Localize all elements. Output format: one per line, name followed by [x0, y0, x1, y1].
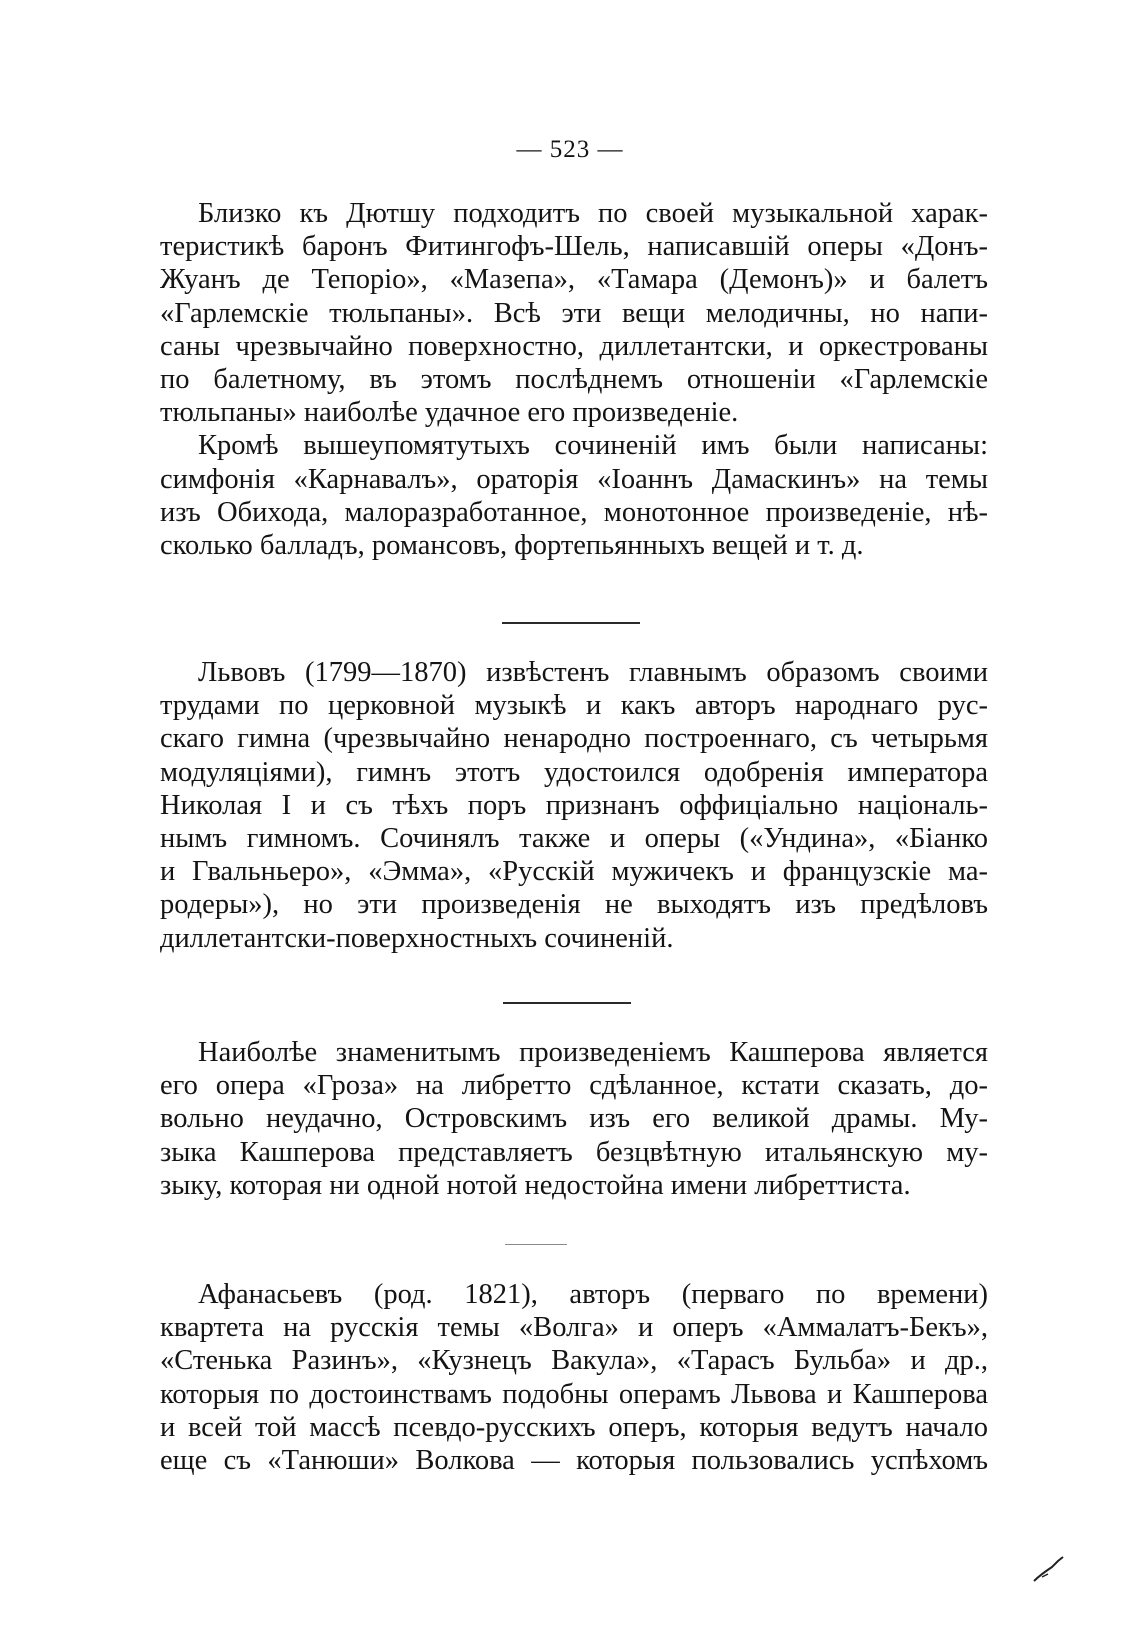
pencil-mark-icon: [1032, 1555, 1066, 1583]
text-line: симфонія «Карнавалъ», ораторія «Іоаннъ Дамаскинъ» на темы: [160, 463, 988, 495]
paragraph-fitingof-2: [160, 429, 988, 562]
section-afanasiev: [160, 1278, 988, 1477]
section-lvov: [160, 656, 988, 955]
text-line: «Стенька Разинъ», «Кузнецъ Вакула», «Тарасъ Бульба» и др.,: [160, 1345, 988, 1377]
text-line: тюльпаны» наиболѣе удачное его произведеніе.: [160, 397, 739, 429]
text-line: Наиболѣе знаменитымъ произведеніемъ Кашперова является: [198, 1037, 988, 1068]
text-line: сколько балладъ, романсовъ, фортепьянныхъ вещей и т. д.: [160, 530, 864, 562]
page-number: — 523 —: [516, 136, 624, 163]
text-line: Близко къ Дютшу подходитъ по своей музыкальной харак-: [198, 198, 988, 229]
text-line: зыку, которая ни одной нотой недостойна имени либреттиста.: [160, 1169, 911, 1201]
text-line: Жуанъ де Тепоріо», «Мазепа», «Тамара (Демонъ)» и балетъ: [160, 264, 988, 296]
text-line: Кромѣ вышеупомятутыхъ сочиненій имъ были написаны:: [198, 430, 988, 462]
text-line: его опера «Гроза» на либретто сдѣланное, кстати сказать, до-: [160, 1070, 988, 1102]
text-line: саны чрезвычайно поверхностно, диллетантски, и оркестрованы: [160, 330, 988, 362]
text-line: Афанасьевъ (род. 1821), авторъ (перваго по времени): [198, 1279, 988, 1310]
text-line: которыя по достоинствамъ подобны операмъ Львова и Кашперова: [160, 1378, 988, 1410]
text-line: зыка Кашперова представляетъ безцвѣтную итальянскую му-: [160, 1136, 988, 1168]
text-line: модуляціями), гимнъ этотъ удостоился одобренія императора: [160, 756, 988, 788]
text-line: трудами по церковной музыкѣ и какъ авторъ народнаго рус-: [160, 690, 988, 722]
section-fitingof: [160, 197, 988, 562]
text-line: теристикѣ баронъ Фитингофъ-Шель, написавшій оперы «Донъ-: [160, 231, 988, 263]
text-line: и Гвальньеро», «Эмма», «Русскій мужичекъ и французскіе ма-: [160, 856, 988, 888]
text-line: Николая I и съ тѣхъ поръ признанъ оффиціально національ-: [160, 789, 988, 821]
text-line: «Гарлемскіе тюльпаны». Всѣ эти вещи мелодичны, но напи-: [160, 297, 988, 329]
section-divider: [503, 1002, 631, 1004]
text-line: и всей той массѣ псевдо-русскихъ оперъ, которыя ведутъ начало: [160, 1411, 988, 1443]
section-divider: [505, 1244, 567, 1245]
text-line: еще съ «Танюши» Волкова — которыя пользовались успѣхомъ: [160, 1445, 988, 1477]
text-line: родеры»), но эти произведенія не выходятъ изъ предѣловъ: [160, 889, 988, 921]
text-line: квартета на русскія темы «Волга» и оперъ «Аммалатъ-Бекъ»,: [160, 1312, 988, 1344]
paragraph-fitingof-1: [160, 197, 988, 429]
section-divider: [502, 622, 640, 624]
text-line: по балетному, въ этомъ послѣднемъ отношеніи «Гарлемскіе: [160, 364, 988, 396]
section-kashperov: [160, 1036, 988, 1202]
text-line: вольно неудачно, Островскимъ изъ его великой драмы. Му-: [160, 1103, 988, 1135]
text-line: Львовъ (1799—1870) извѣстенъ главнымъ образомъ своими: [198, 657, 988, 688]
text-line: изъ Обихода, малоразработанное, монотонное произведеніе, нѣ-: [160, 496, 988, 528]
text-line: скаго гимна (чрезвычайно ненародно построеннаго, съ четырьмя: [160, 723, 988, 755]
text-line: диллетантски-поверхностныхъ сочиненій.: [160, 922, 674, 954]
text-line: нымъ гимномъ. Сочинялъ также и оперы («Ундина», «Біанко: [160, 823, 988, 855]
